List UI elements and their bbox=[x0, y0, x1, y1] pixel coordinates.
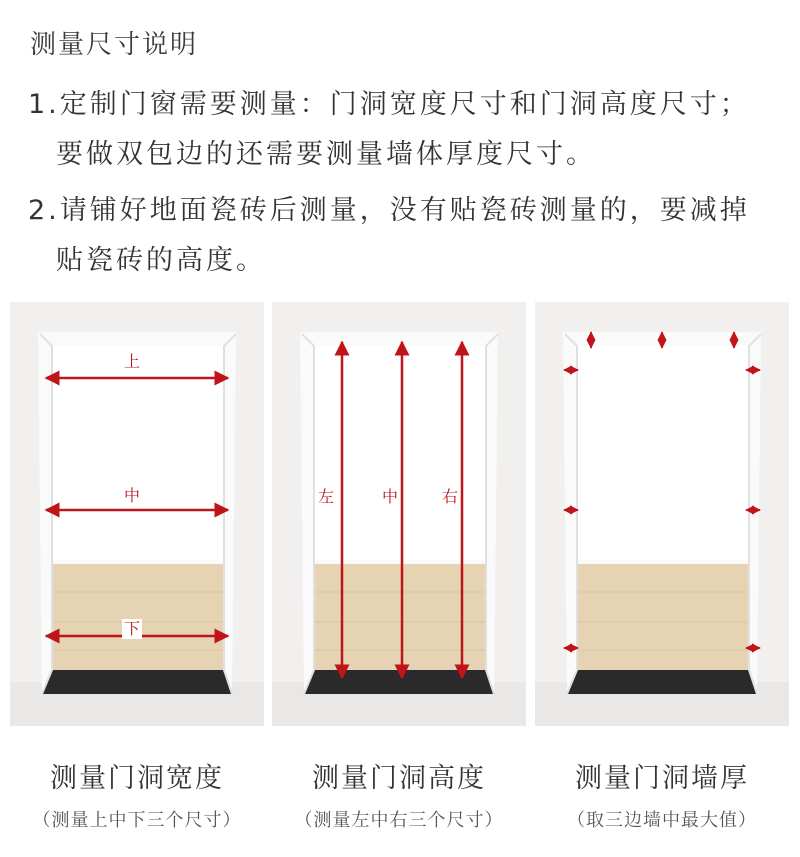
label-right: 右 bbox=[442, 487, 459, 506]
subcaption-door-height: （测量左中右三个尺寸） bbox=[294, 810, 504, 831]
caption-wall-thickness: 测量门洞墙厚 bbox=[575, 763, 749, 794]
wall-thickness-drawing bbox=[535, 302, 789, 726]
caption-door-width: 测量门洞宽度 bbox=[50, 763, 224, 794]
instruction-1 bbox=[28, 80, 750, 180]
label-middle: 中 bbox=[124, 486, 141, 505]
door-height-illustration bbox=[272, 302, 526, 726]
instruction-2-line-1: 2.请铺好地面瓷砖后测量，没有贴瓷砖测量的，要减掉 bbox=[28, 195, 750, 226]
instruction-1-line-2: 要做双包边的还需要测量墙体厚度尺寸。 bbox=[56, 139, 596, 170]
label-bottom: 下 bbox=[124, 619, 141, 638]
instruction-2-line-2: 贴瓷砖的高度。 bbox=[56, 245, 266, 276]
label-left: 左 bbox=[318, 487, 335, 506]
instruction-2 bbox=[28, 186, 750, 286]
door-height-drawing bbox=[272, 302, 526, 726]
label-middle: 中 bbox=[382, 487, 399, 506]
caption-door-height: 测量门洞高度 bbox=[312, 763, 486, 794]
wall-thickness-illustration bbox=[535, 302, 789, 726]
subcaption-door-width: （测量上中下三个尺寸） bbox=[32, 810, 242, 831]
instruction-1-line-1: 1.定制门窗需要测量：门洞宽度尺寸和门洞高度尺寸； bbox=[28, 89, 750, 120]
label-top: 上 bbox=[124, 352, 141, 371]
subcaption-wall-thickness: （取三边墙中最大值） bbox=[567, 810, 757, 831]
door-width-illustration bbox=[10, 302, 264, 726]
page-title: 测量尺寸说明 bbox=[30, 30, 199, 60]
